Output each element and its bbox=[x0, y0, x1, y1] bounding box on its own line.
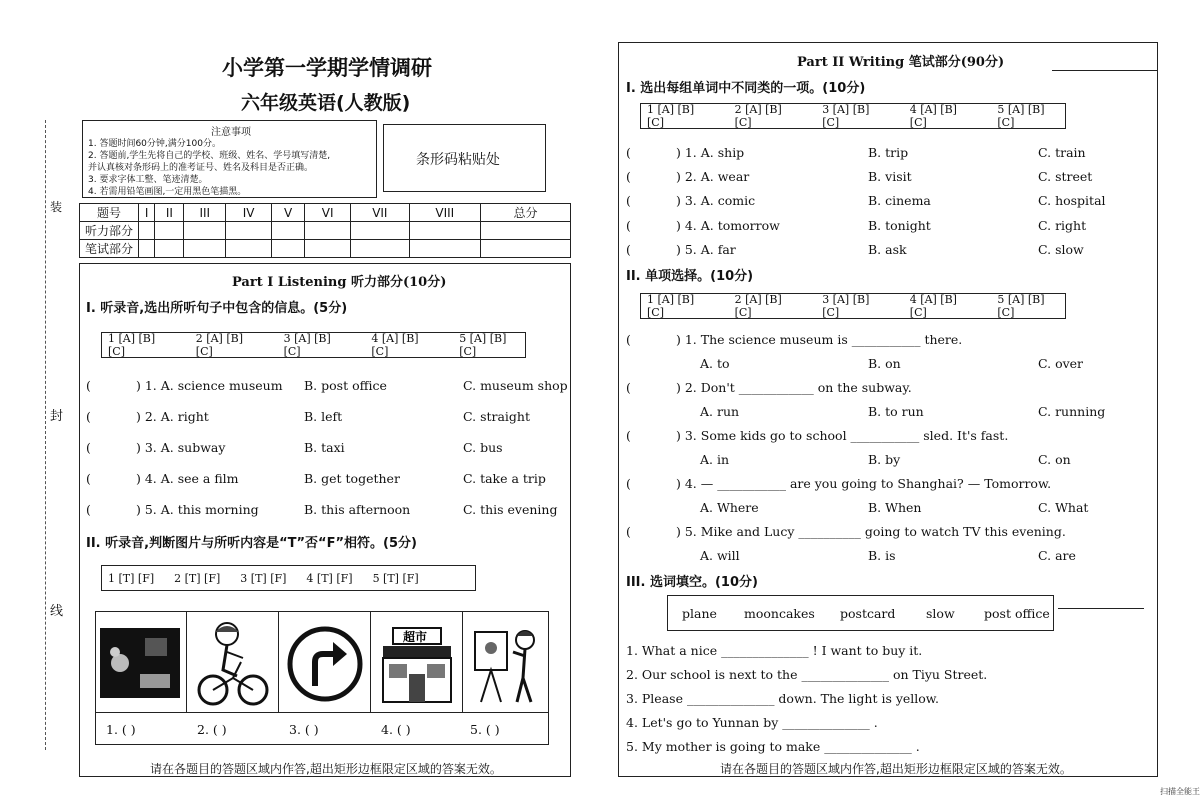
part2-sec2-answer-box bbox=[640, 293, 1066, 319]
fill-sentence-3: 3. Please ______________ down. The light is yellow. bbox=[626, 691, 940, 706]
option-a: A. will bbox=[700, 548, 740, 563]
squirrel-night-icon bbox=[100, 628, 180, 698]
picture-cell-5 bbox=[463, 612, 555, 712]
binding-label-3: 线 bbox=[50, 604, 64, 619]
option-b: B. by bbox=[868, 452, 901, 467]
paren-open: ( bbox=[626, 476, 631, 491]
question-b: B. trip bbox=[868, 145, 909, 160]
score-header-cell: 题号 bbox=[80, 204, 139, 222]
score-header-cell: III bbox=[184, 204, 226, 222]
bike-rider-icon bbox=[193, 620, 273, 708]
picture-label-3[interactable]: 3. ( ) bbox=[289, 722, 319, 737]
question-b: B. get together bbox=[304, 471, 400, 486]
option-c: C. What bbox=[1038, 500, 1089, 515]
part1-title: Part I Listening 听力部分(10分) bbox=[232, 275, 447, 290]
answer-option[interactable]: 1 [A] [B] [C] bbox=[108, 332, 156, 358]
answer-option[interactable]: 2 [A] [B] [C] bbox=[195, 332, 243, 358]
question-c: C. train bbox=[1038, 145, 1086, 160]
question-a: ) 2. A. wear bbox=[676, 169, 750, 184]
answer-option[interactable]: 5 [A] [B] [C] bbox=[997, 103, 1045, 129]
paren-open: ( bbox=[86, 440, 91, 455]
score-cell[interactable] bbox=[480, 222, 570, 240]
score-header-cell: I bbox=[139, 204, 155, 222]
notice-line-3: 并认真核对条形码上的准考证号、姓名及科目是否正确。 bbox=[88, 163, 314, 173]
picture-cell-3 bbox=[279, 612, 371, 712]
question-b: B. ask bbox=[868, 242, 907, 257]
score-header-cell: IV bbox=[226, 204, 272, 222]
margin-write-line bbox=[1052, 70, 1158, 71]
score-cell[interactable] bbox=[155, 222, 184, 240]
score-row-label: 听力部分 bbox=[80, 222, 139, 240]
scanner-watermark: 扫描全能王 bbox=[1160, 787, 1200, 796]
score-cell[interactable] bbox=[305, 222, 351, 240]
question-stem: ) 3. Some kids go to school ___________ sled. It's fast. bbox=[676, 428, 1009, 443]
answer-option[interactable]: 1 [A] [B] [C] bbox=[647, 103, 695, 129]
question-c: C. street bbox=[1038, 169, 1093, 184]
question-c: C. slow bbox=[1038, 242, 1084, 257]
answer-option[interactable]: 3 [A] [B] [C] bbox=[822, 103, 870, 129]
answer-option[interactable]: 4 [A] [B] [C] bbox=[909, 293, 957, 319]
score-cell[interactable] bbox=[139, 240, 155, 258]
notice-title: 注意事项 bbox=[211, 127, 251, 138]
part1-footer: 请在各题目的答题区域内作答,超出矩形边框限定区域的答案无效。 bbox=[150, 762, 502, 776]
option-a: A. Where bbox=[700, 500, 759, 515]
painting-easel-icon bbox=[469, 622, 549, 708]
question-c: C. bus bbox=[463, 440, 503, 455]
fill-sentence-5: 5. My mother is going to make ______________ . bbox=[626, 739, 920, 754]
question-stem: ) 2. Don't ____________ on the subway. bbox=[676, 380, 912, 395]
exam-title: 小学第一学期学情调研 bbox=[222, 56, 432, 80]
score-cell[interactable] bbox=[184, 240, 226, 258]
option-c: C. over bbox=[1038, 356, 1084, 371]
question-c: C. right bbox=[1038, 218, 1087, 233]
question-c: C. museum shop bbox=[463, 378, 568, 393]
part2-footer: 请在各题目的答题区域内作答,超出矩形边框限定区域的答案无效。 bbox=[720, 762, 1072, 776]
picture-label-5[interactable]: 5. ( ) bbox=[470, 722, 500, 737]
question-c: C. hospital bbox=[1038, 193, 1106, 208]
score-cell[interactable] bbox=[480, 240, 570, 258]
turn-right-sign-icon bbox=[285, 624, 365, 704]
option-a: A. run bbox=[700, 404, 740, 419]
paren-open: ( bbox=[86, 378, 91, 393]
barcode-box bbox=[383, 124, 546, 192]
answer-option[interactable]: 2 [A] [B] [C] bbox=[734, 103, 782, 129]
answer-option[interactable]: 2 [A] [B] [C] bbox=[734, 293, 782, 319]
question-a: ) 1. A. science museum bbox=[136, 378, 283, 393]
picture-label-4[interactable]: 4. ( ) bbox=[381, 722, 411, 737]
paren-open: ( bbox=[626, 145, 631, 160]
binding-label-2: 封 bbox=[50, 409, 64, 424]
answer-option[interactable]: 5 [A] [B] [C] bbox=[459, 332, 507, 358]
binding-label-1: 装 bbox=[50, 200, 63, 214]
question-a: ) 4. A. tomorrow bbox=[676, 218, 780, 233]
question-b: B. visit bbox=[868, 169, 912, 184]
question-a: ) 4. A. see a film bbox=[136, 471, 239, 486]
score-table bbox=[79, 203, 571, 258]
option-b: B. to run bbox=[868, 404, 924, 419]
paren-open: ( bbox=[626, 193, 631, 208]
answer-option[interactable]: 3 [T] [F] bbox=[240, 571, 287, 585]
fill-sentence-2: 2. Our school is next to the ______________ on Tiyu Street. bbox=[626, 667, 988, 682]
option-c: C. on bbox=[1038, 452, 1071, 467]
score-header-cell: V bbox=[272, 204, 305, 222]
score-cell[interactable] bbox=[351, 240, 410, 258]
notice-line-2: 2. 答题前,学生先将自己的学校、班级、姓名、学号填写清楚, bbox=[88, 151, 331, 161]
question-stem: ) 5. Mike and Lucy __________ going to watch TV this evening. bbox=[676, 524, 1066, 539]
score-cell[interactable] bbox=[184, 222, 226, 240]
question-b: B. cinema bbox=[868, 193, 931, 208]
part2-sec1-answer-box bbox=[640, 103, 1066, 129]
score-cell[interactable] bbox=[305, 240, 351, 258]
question-a: ) 2. A. right bbox=[136, 409, 209, 424]
paren-open: ( bbox=[86, 471, 91, 486]
question-a: ) 3. A. comic bbox=[676, 193, 756, 208]
question-stem: ) 1. The science museum is ___________ there. bbox=[676, 332, 963, 347]
paren-open: ( bbox=[626, 242, 631, 257]
question-a: ) 5. A. this morning bbox=[136, 502, 259, 517]
question-b: B. left bbox=[304, 409, 343, 424]
exam-subtitle: 六年级英语(人教版) bbox=[241, 92, 411, 114]
paren-open: ( bbox=[626, 380, 631, 395]
option-a: A. in bbox=[700, 452, 730, 467]
question-b: B. this afternoon bbox=[304, 502, 411, 517]
word-bank-box bbox=[667, 595, 1054, 631]
score-header-cell: VIII bbox=[409, 204, 480, 222]
option-b: B. on bbox=[868, 356, 901, 371]
score-header-cell: VI bbox=[305, 204, 351, 222]
part1-sec1-title: I. 听录音,选出所听句子中包含的信息。(5分) bbox=[86, 301, 348, 316]
paren-open: ( bbox=[626, 428, 631, 443]
paren-open: ( bbox=[626, 169, 631, 184]
part2-sec2-title: II. 单项选择。(10分) bbox=[626, 269, 754, 284]
paren-open: ( bbox=[626, 524, 631, 539]
answer-option[interactable]: 4 [A] [B] [C] bbox=[371, 332, 419, 358]
notice-line-4: 3. 要求字体工整、笔迹清楚。 bbox=[88, 175, 208, 185]
answer-option[interactable]: 4 [A] [B] [C] bbox=[909, 103, 957, 129]
picture-cell-1 bbox=[95, 612, 187, 712]
question-b: B. taxi bbox=[304, 440, 345, 455]
option-c: C. running bbox=[1038, 404, 1106, 419]
score-header-cell: II bbox=[155, 204, 184, 222]
supermarket-icon bbox=[375, 626, 459, 706]
question-c: C. this evening bbox=[463, 502, 558, 517]
score-header-cell: 总分 bbox=[480, 204, 570, 222]
part1-sec1-answer-box bbox=[101, 332, 526, 358]
score-cell[interactable] bbox=[272, 222, 305, 240]
score-header-cell: VII bbox=[351, 204, 410, 222]
word-bank-item: slow bbox=[926, 606, 955, 621]
answer-option[interactable]: 4 [T] [F] bbox=[306, 571, 353, 585]
word-bank-item: plane bbox=[682, 606, 717, 621]
question-a: ) 3. A. subway bbox=[136, 440, 226, 455]
part2-title: Part II Writing 笔试部分(90分) bbox=[797, 55, 1005, 70]
word-bank-item: postcard bbox=[840, 606, 896, 621]
notice-box bbox=[82, 120, 377, 198]
part2-sec1-title: I. 选出每组单词中不同类的一项。(10分) bbox=[626, 81, 866, 96]
binding-dashed-line bbox=[45, 120, 46, 750]
question-a: ) 1. A. ship bbox=[676, 145, 745, 160]
notice-line-1: 1. 答题时间60分钟,满分100分。 bbox=[88, 139, 221, 149]
picture-cell-4 bbox=[371, 612, 463, 712]
option-b: B. is bbox=[868, 548, 896, 563]
score-cell[interactable] bbox=[351, 222, 410, 240]
picture-label-2[interactable]: 2. ( ) bbox=[197, 722, 227, 737]
answer-option[interactable]: 1 [A] [B] [C] bbox=[647, 293, 695, 319]
fill-sentence-1: 1. What a nice ______________ ! I want to buy it. bbox=[626, 643, 923, 658]
answer-option[interactable]: 3 [A] [B] [C] bbox=[283, 332, 331, 358]
picture-grid-divider bbox=[95, 712, 549, 713]
notice-line-5: 4. 若需用铅笔画图,一定用黑色笔描黑。 bbox=[88, 187, 247, 197]
word-bank-item: mooncakes bbox=[744, 606, 815, 621]
score-cell[interactable] bbox=[272, 240, 305, 258]
picture-cell-2 bbox=[187, 612, 279, 712]
part1-sec2-title: II. 听录音,判断图片与所听内容是“T”否“F”相符。(5分) bbox=[86, 536, 417, 551]
option-a: A. to bbox=[700, 356, 730, 371]
option-b: B. When bbox=[868, 500, 922, 515]
fill-sentence-4: 4. Let's go to Yunnan by ______________ . bbox=[626, 715, 878, 730]
paren-open: ( bbox=[86, 502, 91, 517]
answer-option[interactable]: 3 [A] [B] [C] bbox=[822, 293, 870, 319]
score-cell[interactable] bbox=[226, 240, 272, 258]
answer-option[interactable]: 5 [T] [F] bbox=[372, 571, 419, 585]
question-c: C. take a trip bbox=[463, 471, 546, 486]
paren-open: ( bbox=[626, 332, 631, 347]
option-c: C. are bbox=[1038, 548, 1076, 563]
paren-open: ( bbox=[86, 409, 91, 424]
answer-option[interactable]: 2 [T] [F] bbox=[174, 571, 221, 585]
answer-option[interactable]: 1 [T] [F] bbox=[108, 571, 155, 585]
question-b: B. post office bbox=[304, 378, 387, 393]
question-stem: ) 4. — ___________ are you going to Shanghai? — Tomorrow. bbox=[676, 476, 1052, 491]
paren-open: ( bbox=[626, 218, 631, 233]
margin-write-line bbox=[1058, 608, 1144, 609]
score-cell[interactable] bbox=[409, 222, 480, 240]
question-c: C. straight bbox=[463, 409, 531, 424]
score-cell[interactable] bbox=[226, 222, 272, 240]
barcode-label: 条形码粘贴处 bbox=[416, 152, 500, 168]
part2-sec3-title: III. 选词填空。(10分) bbox=[626, 575, 758, 590]
score-cell[interactable] bbox=[155, 240, 184, 258]
score-row-label: 笔试部分 bbox=[80, 240, 139, 258]
question-b: B. tonight bbox=[868, 218, 931, 233]
part1-sec2-answer-box bbox=[101, 565, 476, 591]
word-bank-item: post office bbox=[984, 606, 1050, 621]
answer-option[interactable]: 5 [A] [B] [C] bbox=[997, 293, 1045, 319]
picture-label-1[interactable]: 1. ( ) bbox=[106, 722, 136, 737]
question-a: ) 5. A. far bbox=[676, 242, 736, 257]
score-cell[interactable] bbox=[139, 222, 155, 240]
score-cell[interactable] bbox=[409, 240, 480, 258]
supermarket-sign-text: 超市 bbox=[403, 630, 428, 644]
